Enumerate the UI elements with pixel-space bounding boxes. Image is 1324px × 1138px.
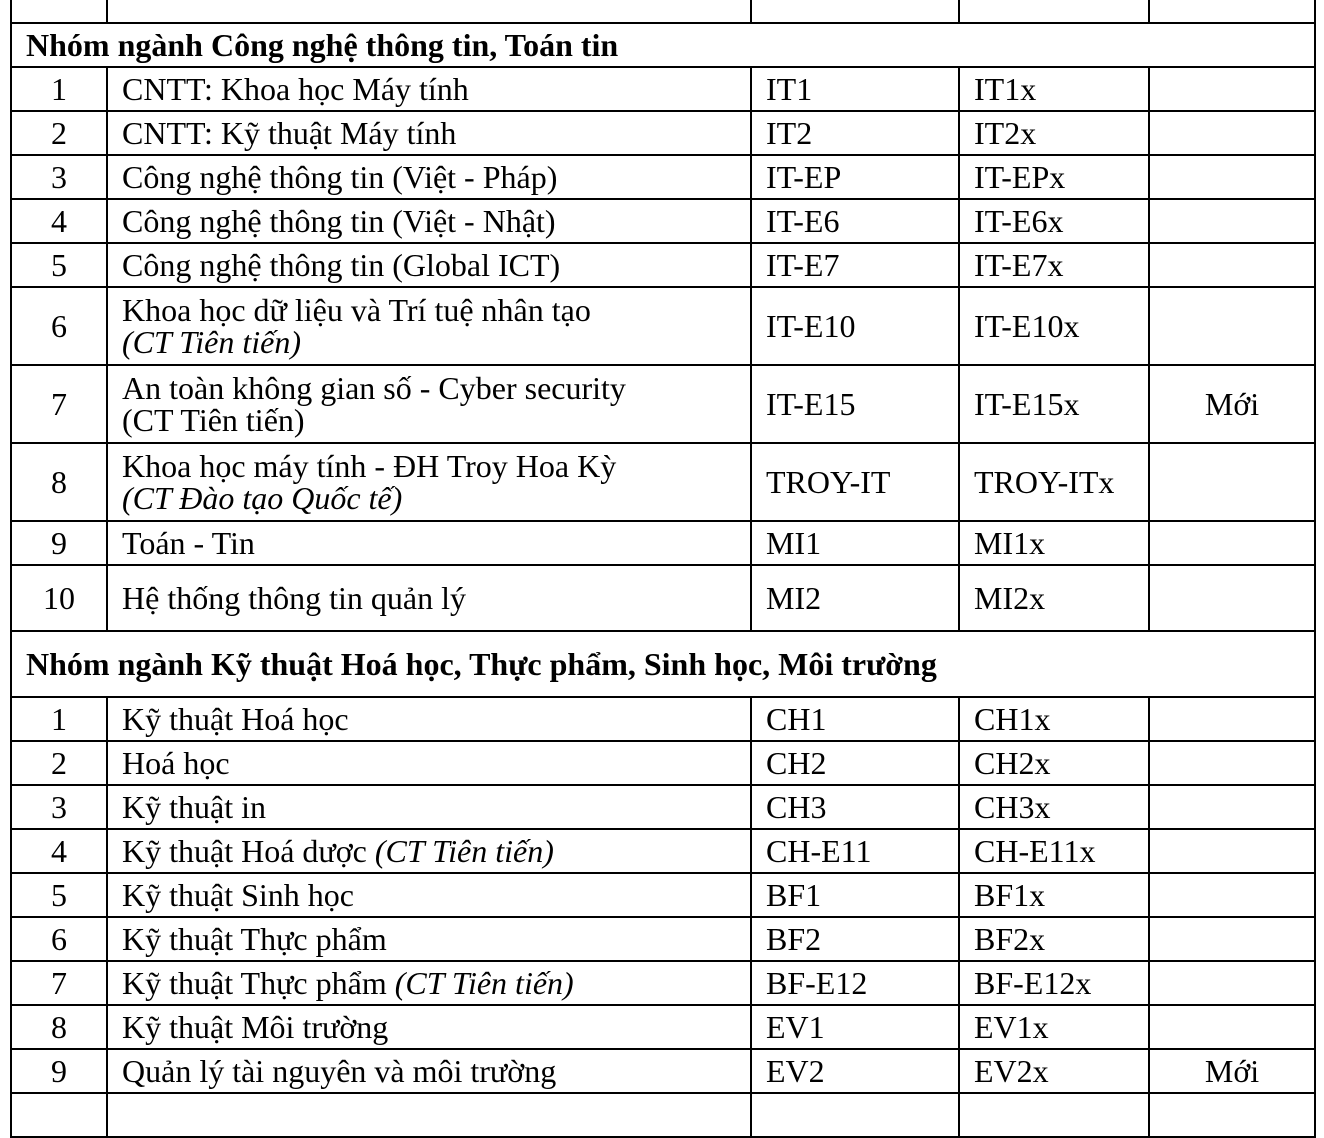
program-name: Quản lý tài nguyên và môi trường [107,1049,751,1093]
program-code-x: CH3x [959,785,1149,829]
programs-table [10,0,1316,1138]
program-code: BF1 [751,873,959,917]
table-row [11,199,1315,243]
program-name-cell [107,829,751,873]
program-code: BF2 [751,917,959,961]
table-row [11,521,1315,565]
program-name-note: (CT Tiên tiến) [122,402,305,438]
program-code: MI1 [751,521,959,565]
program-code-x: IT-E10x [959,287,1149,365]
program-name: Công nghệ thông tin (Việt - Pháp) [107,155,751,199]
program-name-note: (CT Đào tạo Quốc tế) [122,480,403,516]
program-note [1149,829,1315,873]
table-row [11,697,1315,741]
program-code-x: BF1x [959,873,1149,917]
program-code: IT-E15 [751,365,959,443]
row-number: 10 [11,565,107,631]
program-name: Hệ thống thông tin quản lý [107,565,751,631]
program-code-x: IT-EPx [959,155,1149,199]
program-note [1149,287,1315,365]
program-note [1149,1005,1315,1049]
table-row [11,873,1315,917]
program-name-cell [107,443,751,521]
program-name-cell [107,287,751,365]
program-note [1149,785,1315,829]
program-code: CH2 [751,741,959,785]
table-row [11,1049,1315,1093]
program-note [1149,67,1315,111]
table-row [11,155,1315,199]
table-row [11,111,1315,155]
program-code-x: MI2x [959,565,1149,631]
program-name: Kỹ thuật Sinh học [107,873,751,917]
table-row [11,0,1315,23]
table-row [11,785,1315,829]
program-name: Kỹ thuật Môi trường [107,1005,751,1049]
program-note [1149,565,1315,631]
program-code: IT-E10 [751,287,959,365]
table-row [11,67,1315,111]
program-name: Kỹ thuật Thực phẩm [122,965,387,1001]
program-note [1149,741,1315,785]
table-row [11,1093,1315,1137]
program-note [1149,243,1315,287]
row-number: 8 [11,443,107,521]
program-name: Công nghệ thông tin (Global ICT) [107,243,751,287]
row-number: 5 [11,873,107,917]
table-row [11,917,1315,961]
table-row [11,1005,1315,1049]
row-number: 4 [11,829,107,873]
table-row [11,443,1315,521]
group-header [11,631,1315,697]
program-note [1149,961,1315,1005]
program-name-cell [107,365,751,443]
table-row [11,961,1315,1005]
program-code: TROY-IT [751,443,959,521]
row-number: 1 [11,67,107,111]
program-name: Kỹ thuật in [107,785,751,829]
program-code: EV1 [751,1005,959,1049]
program-name: CNTT: Kỹ thuật Máy tính [107,111,751,155]
program-code: CH-E11 [751,829,959,873]
row-number: 4 [11,199,107,243]
program-note: Mới [1149,1049,1315,1093]
program-code-x: IT-E7x [959,243,1149,287]
group-header [11,23,1315,67]
program-note [1149,521,1315,565]
program-code-x: CH-E11x [959,829,1149,873]
group-title: Nhóm ngành Công nghệ thông tin, Toán tin [11,23,1315,67]
row-number: 6 [11,917,107,961]
table-row [11,243,1315,287]
program-name: Khoa học máy tính - ĐH Troy Hoa Kỳ [122,448,617,484]
row-number: 7 [11,365,107,443]
table-row [11,365,1315,443]
program-code-x: TROY-ITx [959,443,1149,521]
program-code-x: BF2x [959,917,1149,961]
row-number: 5 [11,243,107,287]
program-name-note: (CT Tiên tiến) [394,965,574,1001]
program-name: Kỹ thuật Hoá dược [122,833,367,869]
program-note [1149,199,1315,243]
program-code-x: BF-E12x [959,961,1149,1005]
row-number: 7 [11,961,107,1005]
row-number: 9 [11,1049,107,1093]
program-code-x: CH2x [959,741,1149,785]
program-code: EV2 [751,1049,959,1093]
program-code-x: EV2x [959,1049,1149,1093]
program-code-x: EV1x [959,1005,1149,1049]
program-name: Toán - Tin [107,521,751,565]
program-code-x: MI1x [959,521,1149,565]
program-code: IT-E6 [751,199,959,243]
program-note [1149,155,1315,199]
table-row [11,741,1315,785]
row-number: 6 [11,287,107,365]
program-code: IT1 [751,67,959,111]
table-row [11,565,1315,631]
program-note [1149,917,1315,961]
program-code: IT2 [751,111,959,155]
program-note [1149,111,1315,155]
program-code: CH1 [751,697,959,741]
program-name-note: (CT Tiên tiến) [122,324,301,360]
program-note [1149,443,1315,521]
program-name: Kỹ thuật Hoá học [107,697,751,741]
program-note: Mới [1149,365,1315,443]
program-code-x: IT2x [959,111,1149,155]
row-number: 2 [11,111,107,155]
program-code: BF-E12 [751,961,959,1005]
program-name: Khoa học dữ liệu và Trí tuệ nhân tạo [122,292,591,328]
row-number: 3 [11,785,107,829]
row-number: 8 [11,1005,107,1049]
program-name: An toàn không gian số - Cyber security [122,370,626,406]
program-name: Hoá học [107,741,751,785]
table-row [11,829,1315,873]
program-code: MI2 [751,565,959,631]
row-number: 2 [11,741,107,785]
program-code: IT-EP [751,155,959,199]
row-number: 1 [11,697,107,741]
program-name: Kỹ thuật Thực phẩm [107,917,751,961]
program-code-x: IT1x [959,67,1149,111]
program-name-note: (CT Tiên tiến) [374,833,554,869]
program-name: CNTT: Khoa học Máy tính [107,67,751,111]
program-name: Công nghệ thông tin (Việt - Nhật) [107,199,751,243]
program-note [1149,697,1315,741]
program-code: IT-E7 [751,243,959,287]
program-note [1149,873,1315,917]
program-code: CH3 [751,785,959,829]
row-number: 9 [11,521,107,565]
row-number: 3 [11,155,107,199]
program-code-x: IT-E15x [959,365,1149,443]
program-code-x: IT-E6x [959,199,1149,243]
top-fragment-cell [107,0,751,23]
group-title: Nhóm ngành Kỹ thuật Hoá học, Thực phẩm, Sinh học, Môi trường [11,631,1315,697]
program-code-x: CH1x [959,697,1149,741]
table-row [11,287,1315,365]
program-name-cell [107,961,751,1005]
programs-table-page [10,0,1314,1138]
